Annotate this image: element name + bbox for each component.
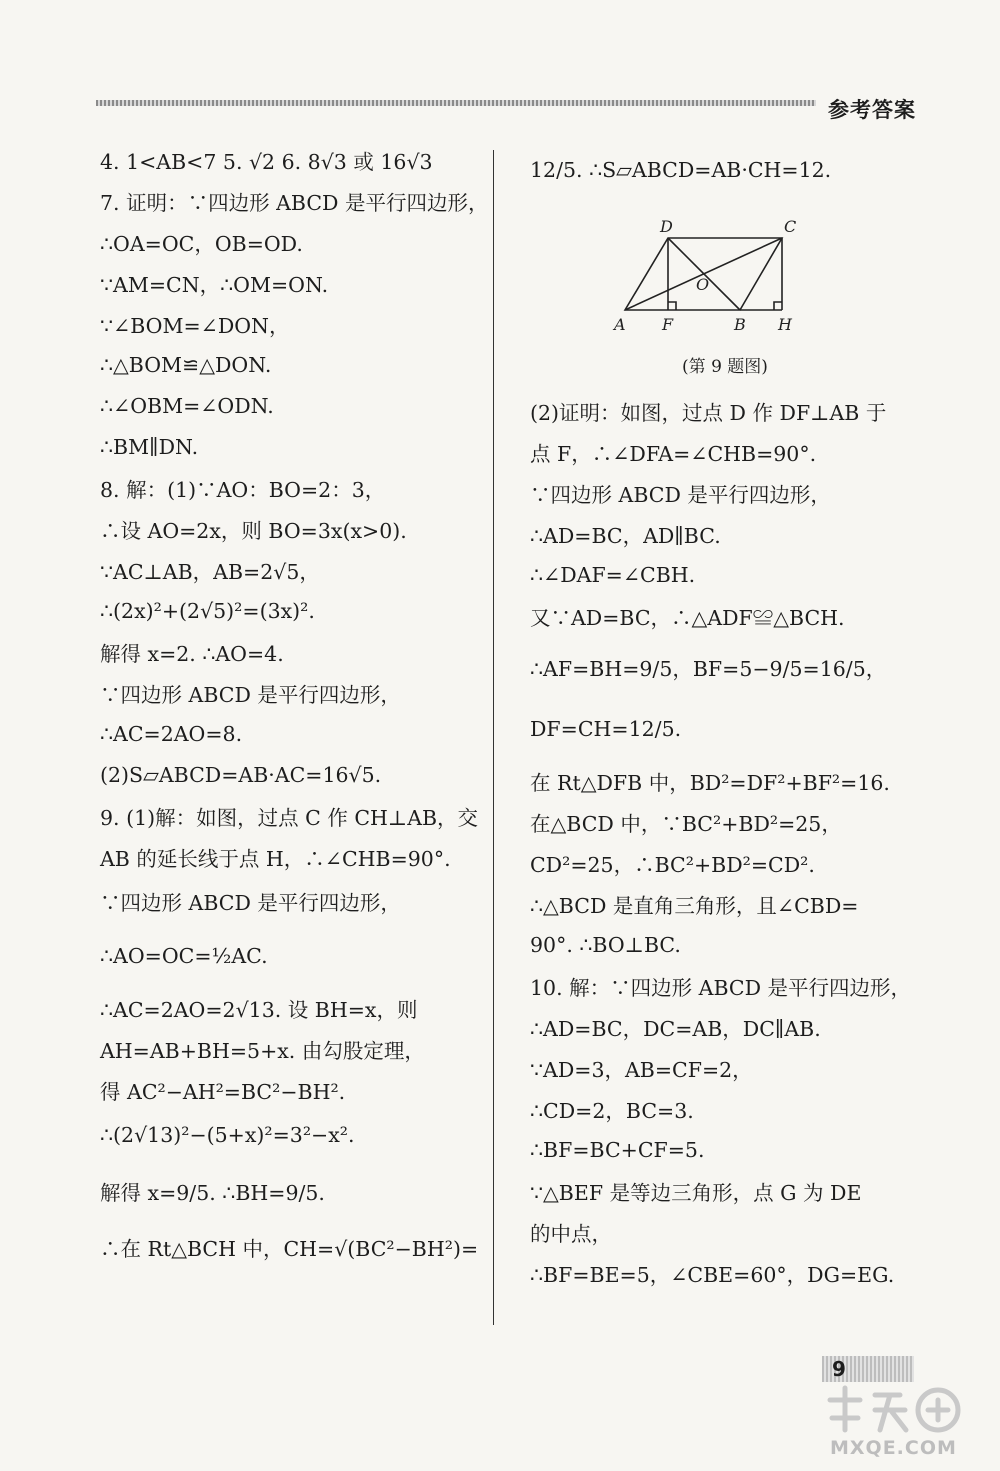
q7-line-3: ∵AM=CN，∴OM=ON. (100, 272, 329, 297)
q8-line-3: ∵AC⊥AB，AB=2√5， (100, 559, 320, 584)
label-a: A (614, 315, 626, 334)
q9-2-line-6: 又∵AD=BC，∴△ADF≌△BCH. (530, 605, 845, 630)
column-divider (493, 150, 494, 1325)
q10-line-2: ∴AD=BC，DC=AB，DC∥AB. (530, 1016, 821, 1041)
q9-line-3: ∵四边形 ABCD 是平行四边形， (100, 891, 401, 915)
right-column (530, 140, 920, 1293)
q9-line-1: 9. (1)解：如图，过点 C 作 CH⊥AB，交 (100, 805, 479, 830)
figure-9 (530, 200, 920, 390)
q10-line-3: ∵AD=3，AB=CF=2， (530, 1057, 753, 1082)
q7-line-2: ∴OA=OC，OB=OD. (100, 231, 303, 256)
parallelogram-diagram (610, 210, 830, 350)
q9-2-line-4: ∴AD=BC，AD∥BC. (530, 523, 721, 548)
q10-line-5: ∴BF=BC+CF=5. (530, 1137, 705, 1162)
q9-2-line-1: (2)证明：如图，过点 D 作 DF⊥AB 于 (530, 400, 887, 425)
header-rule (96, 100, 816, 106)
q8-line-1: 8. 解：(1)∵AO：BO=2：3， (100, 477, 386, 502)
q7-line-6: ∴∠OBM=∠ODN. (100, 393, 274, 418)
q9-cont-line-1: 12/5. ∴S▱ABCD=AB·CH=12. (530, 158, 832, 182)
label-d: D (660, 217, 673, 236)
q10-line-7: 的中点， (530, 1221, 612, 1246)
q9-2-line-7: ∴AF=BH=9/5，BF=5−9/5=16/5， (530, 657, 887, 681)
q9-2-line-12: ∴△BCD 是直角三角形，且∠CBD= (530, 893, 859, 918)
q10-line-4: ∴CD=2，BC=3. (530, 1098, 694, 1123)
q7-line-4: ∵∠BOM=∠DON， (100, 313, 290, 338)
label-o: O (696, 275, 710, 294)
q9-line-8: ∴(2√13)²−(5+x)²=3²−x². (100, 1123, 355, 1147)
q7-line-1: 7. 证明：∵四边形 ABCD 是平行四边形， (100, 190, 489, 215)
q10-line-8: ∴BF=BE=5，∠CBE=60°，DG=EG. (530, 1262, 895, 1287)
q8-line-5: 解得 x=2. ∴AO=4. (100, 641, 284, 666)
q9-2-line-11: CD²=25，∴BC²+BD²=CD². (530, 852, 815, 877)
q10-line-6: ∵△BEF 是等边三角形，点 G 为 DE (530, 1180, 862, 1205)
q9-line-7: 得 AC²−AH²=BC²−BH². (100, 1079, 346, 1104)
q8-line-6: ∵四边形 ABCD 是平行四边形， (100, 682, 401, 707)
header-title: 参考答案 (828, 98, 916, 122)
watermark-text: MXQE.COM (830, 1437, 957, 1459)
label-b: B (734, 315, 746, 334)
page-number-box (822, 1356, 914, 1382)
figure-caption: (第 9 题图) (682, 357, 768, 377)
q9-line-2: AB 的延长线于点 H，∴∠CHB=90°. (100, 846, 451, 871)
label-h: H (778, 315, 792, 334)
label-c: C (784, 217, 797, 236)
q8-line-2: ∴设 AO=2x，则 BO=3x(x>0). (100, 518, 407, 543)
q9-2-line-2: 点 F，∴∠DFA=∠CHB=90°. (530, 441, 817, 466)
q8-line-7: ∴AC=2AO=8. (100, 721, 243, 746)
page-number: 9 (832, 1357, 846, 1381)
q9-2-line-3: ∵四边形 ABCD 是平行四边形， (530, 482, 831, 507)
q8-line-8: (2)S▱ABCD=AB·AC=16√5. (100, 762, 382, 787)
q9-2-line-9: 在 Rt△DFB 中，BD²=DF²+BF²=16. (530, 770, 890, 795)
q7-line-5: ∴△BOM≌△DON. (100, 352, 272, 377)
q9-2-line-10: 在△BCD 中，∵BC²+BD²=25， (530, 811, 842, 836)
q9-2-line-5: ∴∠DAF=∠CBH. (530, 562, 696, 587)
q7-line-7: ∴BM∥DN. (100, 434, 199, 459)
q9-line-10: ∴在 Rt△BCH 中，CH=√(BC²−BH²)= (100, 1237, 479, 1261)
q9-line-9: 解得 x=9/5. ∴BH=9/5. (100, 1181, 325, 1205)
q9-line-4: ∴AO=OC=½AC. (100, 944, 268, 968)
q9-line-6: AH=AB+BH=5+x. 由勾股定理， (100, 1038, 425, 1063)
q9-line-5: ∴AC=2AO=2√13. 设 BH=x，则 (100, 997, 418, 1022)
q9-2-line-8: DF=CH=12/5. (530, 717, 682, 741)
q9-2-line-13: 90°. ∴BO⊥BC. (530, 932, 681, 957)
q8-line-4: ∴(2x)²+(2√5)²=(3x)². (100, 598, 315, 623)
left-column (100, 140, 489, 1272)
answer-4-6: 4. 1<AB<7 5. √2 6. 8√3 或 16√3 (100, 150, 433, 174)
label-f: F (662, 315, 674, 334)
q10-line-1: 10. 解：∵四边形 ABCD 是平行四边形， (530, 975, 912, 1000)
